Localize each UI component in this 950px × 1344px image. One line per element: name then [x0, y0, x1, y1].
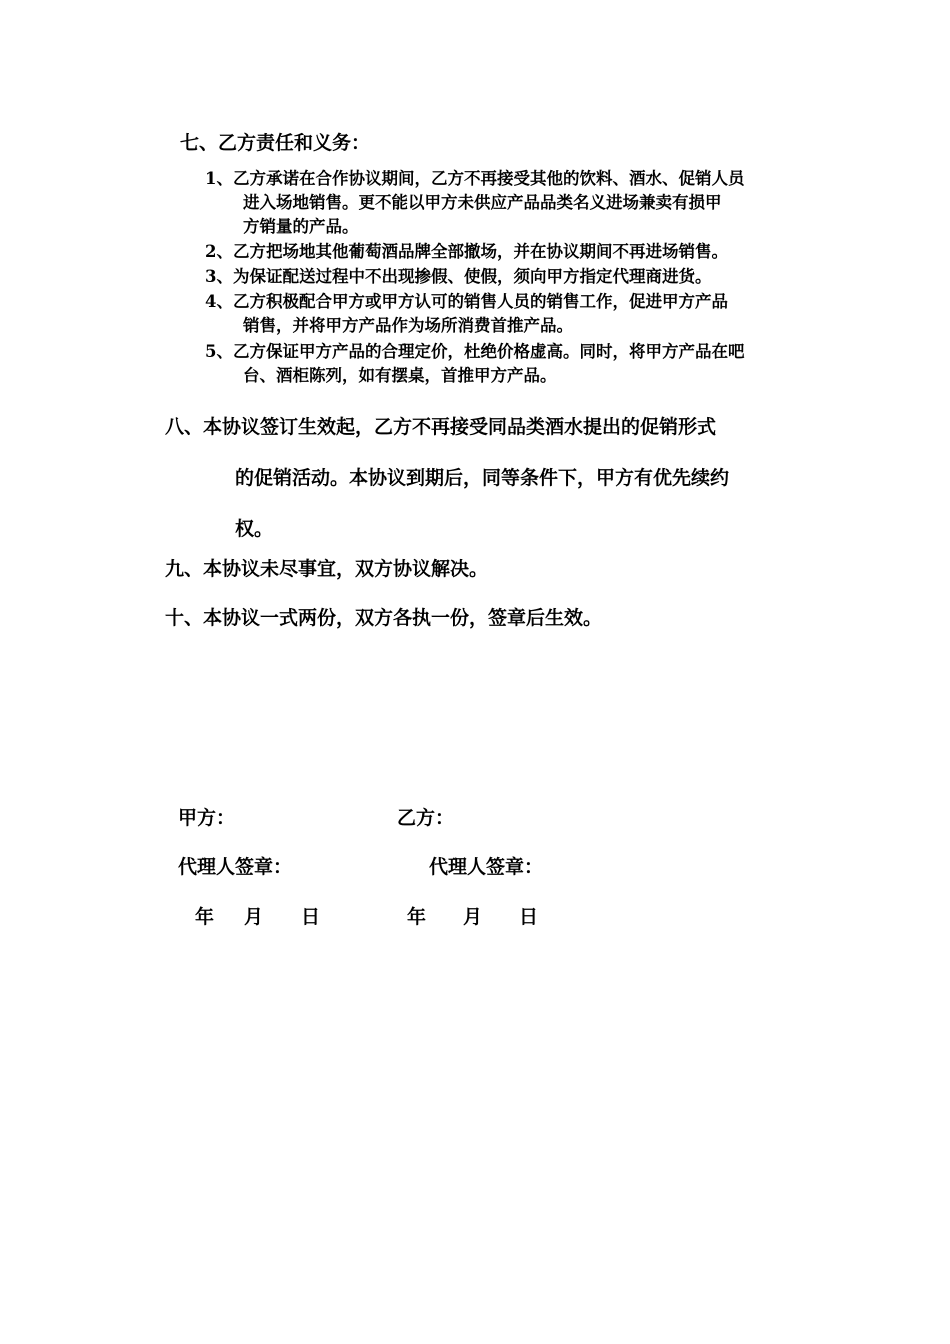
item-text: 乙方积极配合甲方或甲方认可的销售人员的销售工作，促进甲方产品: [232, 292, 728, 311]
section8: [165, 402, 815, 555]
item-text: 进入场地销售。更不能以甲方未供应产品品类名义进场兼卖有损甲: [243, 193, 722, 212]
agent-a-label: 代理人签章：: [178, 856, 293, 878]
list-item: [205, 240, 810, 264]
section7-heading: 七、乙方责任和义务：: [180, 132, 371, 154]
date-b-day: 日: [519, 906, 539, 928]
item-text: 台、酒柜陈列，如有摆桌，首推甲方产品。: [243, 366, 557, 385]
list-item: [205, 265, 810, 289]
agent-b-label: 代理人签章：: [429, 856, 544, 878]
section9: 九、本协议未尽事宜，双方协议解决。: [165, 558, 489, 580]
section10: 十、本协议一式两份，双方各执一份，签章后生效。: [165, 607, 603, 629]
date-b-year: 年: [407, 906, 427, 928]
section8-line: 的促销活动。本协议到期后，同等条件下，甲方有优先续约: [235, 467, 730, 489]
item-text: 方销量的产品。: [243, 217, 359, 236]
item-text: 乙方承诺在合作协议期间，乙方不再接受其他的饮料、酒水、促销人员: [232, 169, 745, 188]
item-number: 5、: [205, 342, 233, 361]
item-number: 4、: [205, 292, 233, 311]
list-item: [205, 290, 810, 338]
item-text: 乙方把场地其他葡萄酒品牌全部撤场，并在协议期间不再进场销售。: [232, 242, 728, 261]
item-number: 3、: [205, 267, 233, 286]
list-item: [205, 340, 810, 388]
item-number: 1、: [205, 169, 233, 188]
item-text: 乙方保证甲方产品的合理定价，杜绝价格虚高。同时，将甲方产品在吧: [232, 342, 745, 361]
section8-line: 八、本协议签订生效起，乙方不再接受同品类酒水提出的促销形式: [165, 416, 717, 438]
section8-line: 权。: [235, 518, 274, 540]
item-text: 销售，并将甲方产品作为场所消费首推产品。: [243, 316, 573, 335]
list-item: [205, 167, 810, 239]
party-b-label: 乙方：: [397, 807, 455, 829]
party-a-label: 甲方：: [178, 807, 236, 829]
date-b-month: 月: [463, 906, 483, 928]
date-a-month: 月: [244, 906, 264, 928]
item-number: 2、: [205, 242, 233, 261]
date-a-year: 年: [195, 906, 215, 928]
date-a-day: 日: [301, 906, 321, 928]
item-text: 为保证配送过程中不出现掺假、使假，须向甲方指定代理商进货。: [232, 267, 712, 286]
